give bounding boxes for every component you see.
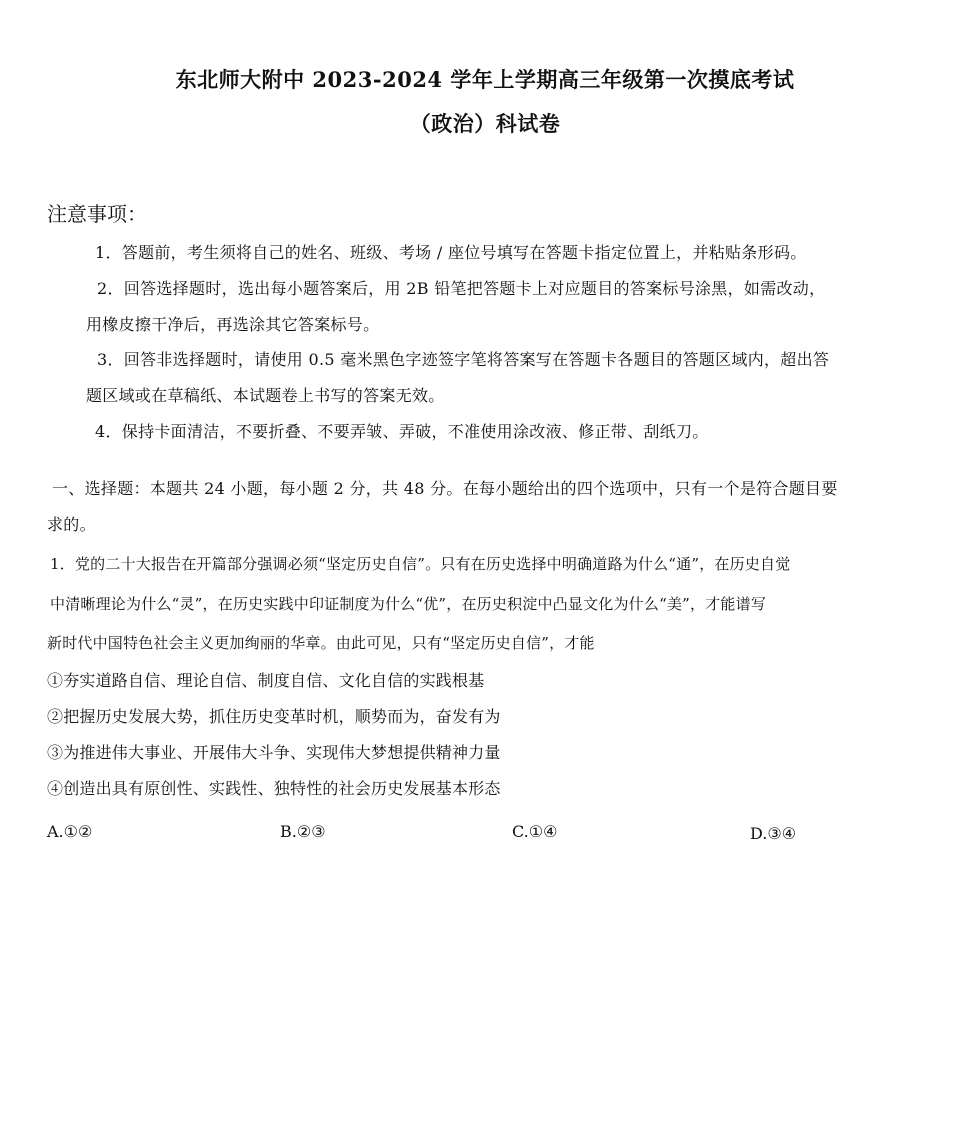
notice-item-3-line-1: 3．回答非选择题时，请使用 0.5 毫米黑色字迹签字笔将答案写在答题卡各题目的答题区域内，超出答 — [97, 350, 830, 369]
question-1-stem-line-3: 新时代中国特色社会主义更加绚丽的华章。由此可见，只有“坚定历史自信”，才能 — [47, 634, 595, 652]
question-1-option-4: ④创造出具有原创性、实践性、独特性的社会历史发展基本形态 — [47, 779, 501, 798]
notice-heading: 注意事项： — [47, 202, 147, 226]
exam-title: 东北师大附中 2023-2024 学年上学期高三年级第一次摸底考试 — [175, 67, 795, 92]
exam-subtitle: （政治）科试卷 — [409, 111, 561, 136]
section-heading-line-2: 求的。 — [47, 515, 96, 534]
question-1-choice-c: C.①④ — [512, 822, 558, 841]
section-heading-line-1: 一、选择题：本题共 24 小题，每小题 2 分，共 48 分。在每小题给出的四个选项中，只有一个是符合题目要 — [52, 479, 838, 498]
question-1-choice-d: D.③④ — [750, 824, 797, 843]
question-1-option-3: ③为推进伟大事业、开展伟大斗争、实现伟大梦想提供精神力量 — [47, 743, 501, 762]
notice-item-3-line-2: 题区域或在草稿纸、本试题卷上书写的答案无效。 — [86, 386, 445, 405]
question-1-choice-b: B.②③ — [280, 822, 326, 841]
notice-item-2-line-2: 用橡皮擦干净后，再选涂其它答案标号。 — [86, 315, 380, 334]
question-1-option-2: ②把握历史发展大势，抓住历史变革时机，顺势而为，奋发有为 — [47, 707, 501, 726]
question-1-choice-a: A.①② — [47, 822, 93, 841]
question-1-option-1: ①夯实道路自信、理论自信、制度自信、文化自信的实践根基 — [47, 671, 485, 690]
notice-item-1: 1．答题前，考生须将自己的姓名、班级、考场 / 座位号填写在答题卡指定位置上，并粘贴条形码。 — [95, 243, 807, 262]
question-1-stem-line-2: 中清晰理论为什么“灵”，在历史实践中印证制度为什么“优”，在历史积淀中凸显文化为什么“美”，才能谱写 — [50, 595, 767, 613]
question-1-stem-line-1: 1．党的二十大报告在开篇部分强调必须“坚定历史自信”。只有在历史选择中明确道路为什么“通”，在历史自觉 — [50, 555, 791, 573]
notice-item-2-line-1: 2．回答选择题时，选出每小题答案后，用 2B 铅笔把答题卡上对应题目的答案标号涂黑，如需改动， — [97, 279, 826, 298]
notice-item-4: 4．保持卡面清洁，不要折叠、不要弄皱、弄破，不准使用涂改液、修正带、刮纸刀。 — [95, 422, 709, 441]
